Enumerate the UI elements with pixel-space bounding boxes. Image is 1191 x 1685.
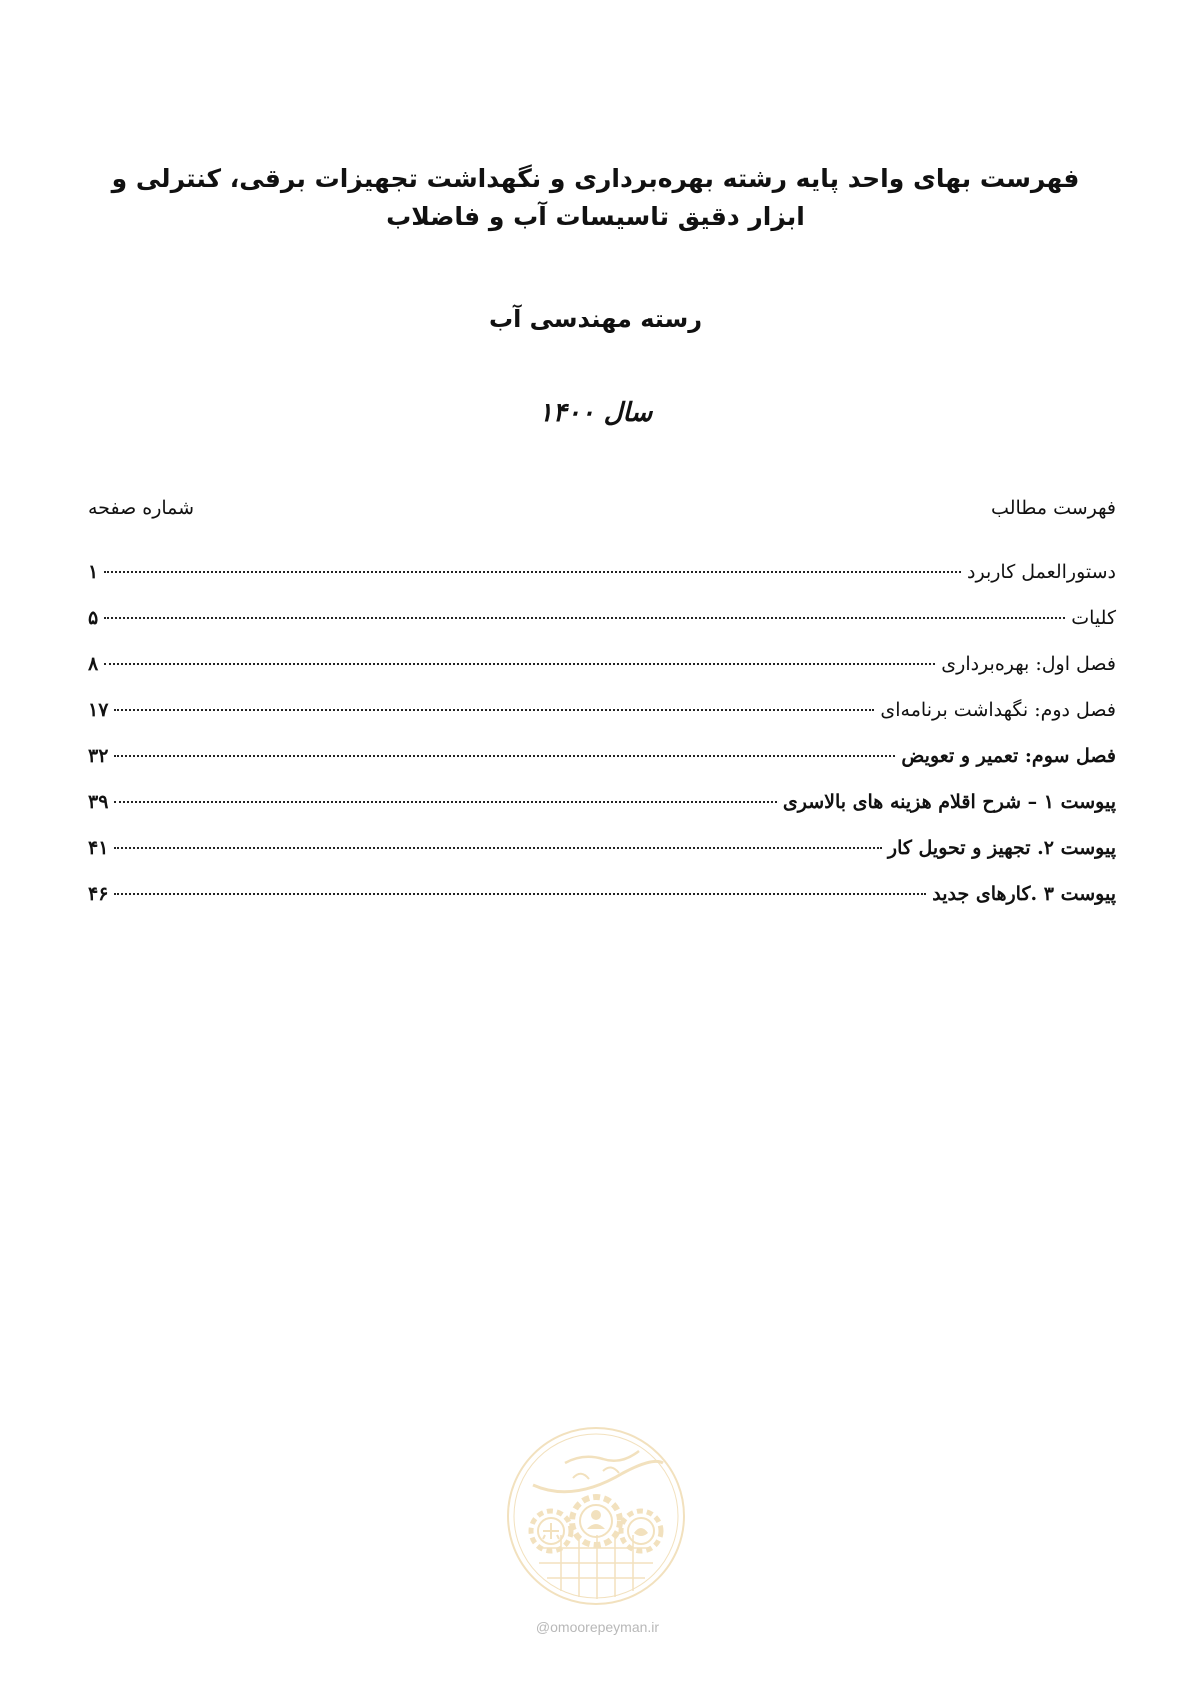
toc-entry-label: دستورالعمل کاربرد [967,561,1116,583]
toc-leader-dots [114,801,776,803]
toc-leader-dots [104,571,961,573]
toc-leader-dots [114,893,926,895]
toc-leader-dots [104,663,935,665]
toc-entry-page: ۸ [88,653,99,675]
toc-entry-label: فصل اول: بهره‌برداری [941,653,1116,675]
document-title: فهرست بهای واحد پایه رشته بهره‌برداری و نگهداشت تجهیزات برقی، کنترلی و ابزار دقیق تاسیسات آب و فاضلاب [111,164,1080,231]
toc-entry-page: ۱ [88,561,99,583]
toc-leader-dots [114,755,895,757]
toc-entry-label: پیوست ۱ – شرح اقلام هزینه های بالاسری [782,791,1116,813]
toc-header [88,494,1116,522]
toc-entry-page: ۴۱ [88,837,109,859]
toc-leader-dots [114,847,881,849]
document-subtitle: رسته مهندسی آب [488,305,703,333]
toc-entry[interactable] [88,742,1116,788]
toc-entry[interactable] [88,834,1116,880]
toc-entry[interactable] [88,788,1116,834]
toc-entry[interactable] [88,650,1116,696]
toc-entry-page: ۵ [88,607,99,629]
toc-entry-page: ۳۲ [88,745,109,767]
toc-leader-dots [114,709,874,711]
toc-entry[interactable] [88,604,1116,650]
toc-header-contents: فهرست مطالب [991,497,1116,519]
toc-entry-label: فصل سوم: تعمیر و تعویض [901,745,1116,767]
toc-header-page-number: شماره صفحه [88,497,195,519]
toc-entry-page: ۳۹ [88,791,109,813]
watermark-url: @omoorepeyman.ir [535,1619,660,1635]
toc-entry-label: پیوست ۲. تجهیز و تحویل کار [887,837,1116,859]
toc-entry-page: ۱۷ [88,699,109,721]
table-of-contents [88,558,1116,926]
document-year: سال ۱۴۰۰ [538,398,653,428]
toc-leader-dots [104,617,1065,619]
toc-entry-page: ۴۶ [88,883,109,905]
toc-entry[interactable] [88,696,1116,742]
toc-entry-label: فصل دوم: نگهداشت برنامه‌ای [880,699,1116,721]
toc-entry[interactable] [88,880,1116,926]
watermark-logo [503,1423,689,1609]
toc-entry-label: کلیات [1071,607,1116,629]
toc-entry[interactable] [88,558,1116,604]
toc-entry-label: پیوست ۳ .کارهای جدید [932,883,1116,905]
